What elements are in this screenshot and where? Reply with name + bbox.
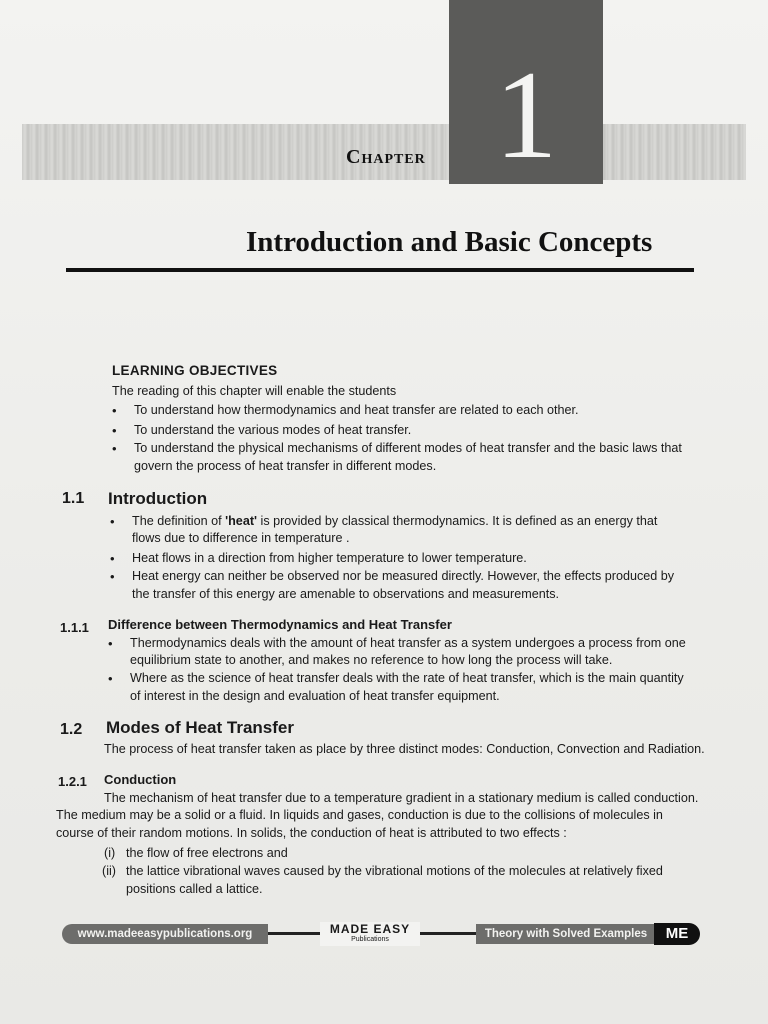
objective-item: • To understand the physical mechanisms of different modes of heat transfer and the basic laws that [134, 440, 682, 457]
subsection-title: Difference between Thermodynamics and Heat Transfer [108, 617, 452, 632]
chapter-number: 1 [494, 46, 558, 185]
chapter-title: Introduction and Basic Concepts [246, 226, 653, 258]
list-item-continuation: of interest in the design and evaluation of heat transfer equipment. [130, 689, 500, 703]
brand-subtitle: Publications [351, 936, 389, 943]
paragraph: The process of heat transfer taken as place by three distinct modes: Conduction, Convection and Radiation. [104, 742, 705, 756]
emphasis: 'heat' [225, 514, 258, 528]
section-title: Modes of Heat Transfer [106, 718, 294, 737]
footer-website: www.madeeasypublications.org [62, 924, 268, 944]
objective-item: • To understand the various modes of heat transfer. [134, 422, 411, 439]
footer-series: Theory with Solved Examples [476, 924, 656, 944]
list-item: the lattice vibrational waves caused by the vibrational motions of the molecules at relatively fixed [126, 864, 663, 878]
list-item-text: The definition of [132, 514, 226, 528]
list-item: • Thermodynamics deals with the amount of heat transfer as a system undergoes a process from one [130, 635, 686, 652]
objective-item-continuation: govern the process of heat transfer in different modes. [134, 459, 437, 473]
list-item: • Where as the science of heat transfer deals with the rate of heat transfer, which is the main quantity [130, 670, 684, 687]
list-item: • Heat energy can neither be observed nor be measured directly. However, the effects produced by [132, 568, 674, 585]
paragraph-line: course of their random motions. In solids, the conduction of heat is attributed to two effects : [56, 826, 567, 840]
paragraph-line: The mechanism of heat transfer due to a temperature gradient in a stationary medium is called conduction. [104, 791, 699, 805]
list-item-continuation: flows due to difference in temperature . [132, 531, 350, 545]
list-item [132, 513, 657, 530]
paragraph-line: The medium may be a solid or a fluid. In liquids and gases, conduction is due to the collisions of molecules in [56, 808, 663, 822]
brand-name: MADE EASY [329, 922, 411, 936]
list-marker: (i) [104, 846, 116, 860]
subsection-title: Conduction [104, 772, 177, 787]
list-item-text: is provided by classical thermodynamics. It is defined as an energy that [257, 514, 658, 528]
title-rule [66, 268, 694, 272]
footer-brand [320, 922, 420, 946]
page-footer [62, 922, 698, 946]
chapter-label: Chapter [346, 146, 426, 168]
section-number: 1.2 [60, 721, 83, 738]
list-item: the flow of free electrons and [126, 846, 288, 860]
objective-item: • To understand how thermodynamics and heat transfer are related to each other. [134, 402, 579, 419]
list-item-continuation: the transfer of this energy are amenable to observations and measurements. [132, 587, 560, 601]
subsection-number: 1.2.1 [58, 774, 87, 789]
list-item-continuation: positions called a lattice. [126, 882, 263, 896]
list-item-continuation: equilibrium state to another, and makes no reference to how long the process will take. [130, 653, 613, 667]
list-item: • Heat flows in a direction from higher temperature to lower temperature. [132, 550, 527, 567]
section-number: 1.1 [62, 490, 85, 507]
learning-objectives-heading: LEARNING OBJECTIVES [112, 363, 278, 378]
footer-badge: ME [654, 923, 700, 945]
subsection-number: 1.1.1 [60, 620, 89, 635]
learning-objectives-intro: The reading of this chapter will enable the students [112, 384, 397, 398]
list-marker: (ii) [102, 864, 116, 878]
section-title: Introduction [108, 489, 208, 508]
